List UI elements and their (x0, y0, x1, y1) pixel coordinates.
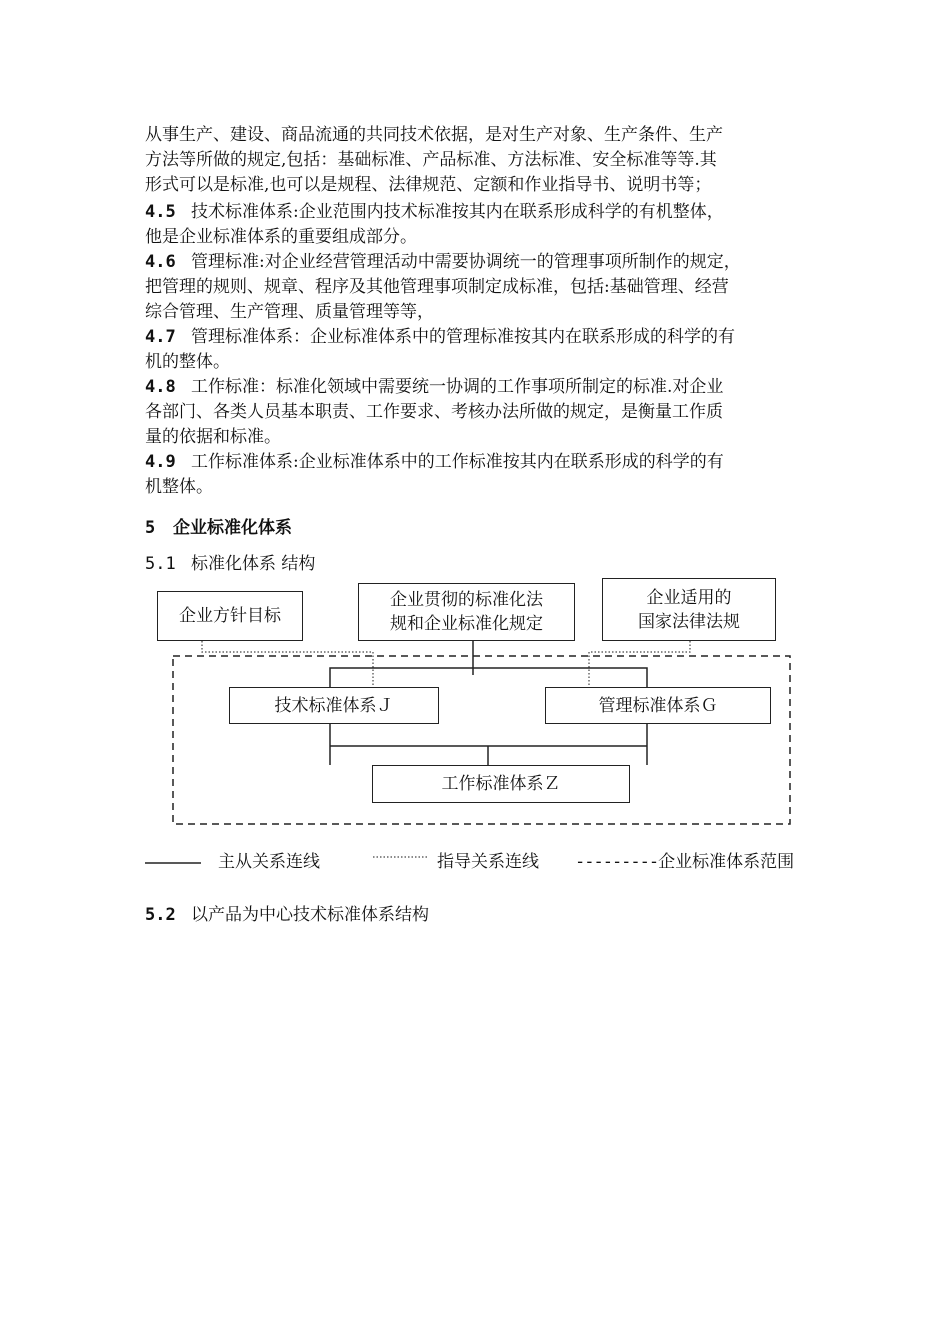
subsection-heading-5-2 (145, 900, 429, 925)
subsection-number: 5.1 (145, 554, 176, 574)
text-line: 他是企业标准体系的重要组成部分。 (145, 227, 417, 247)
clause-number: 4.9 (145, 452, 176, 472)
legend-dashed-label: 企业标准体系范围 (658, 852, 795, 872)
text-line: 机的整体。 (145, 352, 230, 372)
guidance-line-policy (202, 641, 373, 687)
box-technical-standard-system (229, 687, 439, 724)
box-label-line2: 国家法律法规 (638, 611, 740, 632)
text-line: 形式可以是标准,也可以是规程、法律规范、定额和作业指导书、说明书等； (145, 175, 712, 195)
clause-number: 4.8 (145, 377, 176, 397)
box-national-laws (602, 578, 776, 641)
box-label-line2: 规和企业标准化规定 (390, 614, 543, 634)
subsection-title: 以产品为中心技术标准体系结构 (191, 905, 429, 925)
subsection-title: 标准化体系 结构 (191, 554, 316, 574)
section-title: 企业标准化体系 (173, 518, 292, 538)
text-line: 把管理的规则、规章、程序及其他管理事项制定成标准，包括:基础管理、经营 (145, 277, 729, 297)
clause-number: 4.7 (145, 327, 176, 347)
text-line: 工作标准：标准化领域中需要统一协调的工作事项所制定的标准.对企业 (191, 377, 724, 397)
box-label: 管理标准体系Ｇ (598, 695, 718, 716)
solid-line-top-branch (330, 668, 647, 687)
legend-solid-label: 主从关系连线 (218, 852, 320, 872)
text-line: 方法等所做的规定,包括：基础标准、产品标准、方法标准、安全标准等等.其 (145, 150, 717, 170)
box-label-line1: 企业贯彻的标准化法 (390, 590, 543, 610)
text-line: 管理标准:对企业经营管理活动中需要协调统一的管理事项所制作的规定， (191, 252, 741, 272)
section-number: 5 (145, 518, 156, 538)
box-label: 企业方针目标 (179, 606, 281, 626)
box-label-line1: 企业适用的 (646, 587, 732, 608)
text-line: 从事生产、建设、商品流通的共同技术依据，是对生产对象、生产条件、生产 (145, 125, 723, 145)
box-work-standard-system (372, 765, 630, 803)
text-line: 各部门、各类人员基本职责、工作要求、考核办法所做的规定，是衡量工作质 (145, 402, 723, 422)
guidance-line-national (589, 641, 690, 687)
box-management-standard-system (545, 687, 771, 724)
text-line: 机整体。 (145, 477, 213, 497)
box-enterprise-policy (157, 591, 303, 641)
clause-number: 4.5 (145, 202, 176, 222)
legend-dotted-label: 指导关系连线 (437, 852, 539, 872)
legend-dashed-item (575, 847, 794, 872)
legend-dashed-sample: --------- (575, 852, 659, 872)
subsection-number: 5.2 (145, 905, 176, 925)
box-label: 工作标准体系Ｚ (441, 774, 561, 794)
clause-number: 4.6 (145, 252, 176, 272)
text-line: 工作标准体系:企业标准体系中的工作标准按其内在联系形成的科学的有 (191, 452, 724, 472)
box-label: 技术标准体系Ｊ (274, 695, 394, 716)
text-line: 管理标准体系：企业标准体系中的管理标准按其内在联系形成的科学的有 (191, 327, 735, 347)
box-standardization-laws (358, 583, 575, 641)
text-line: 技术标准体系:企业范围内技术标准按其内在联系形成科学的有机整体， (191, 202, 724, 222)
text-line: 量的依据和标准。 (145, 427, 281, 447)
text-line: 综合管理、生产管理、质量管理等等， (145, 302, 434, 322)
